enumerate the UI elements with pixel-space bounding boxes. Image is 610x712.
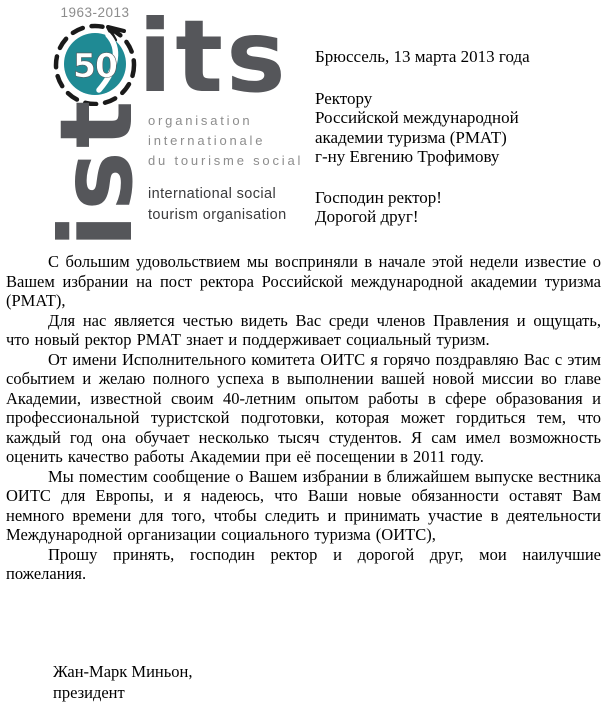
salutation-block: [315, 188, 605, 227]
salutation-line: Господин ректор!: [315, 187, 442, 207]
logo-subtitle-english: [148, 184, 287, 226]
letter-body: [6, 252, 601, 584]
body-paragraph: От имени Исполнительного комитета ОИТС я горячо поздравляю Вас с этим событием и желаю полного успеха в выполнении вашей новой миссии во главе Академии, известной своим 40-летним опытом работы в сфере образования и профессиональной туристской подготовки, которая может гордиться тем, что каждый год она обучает несколько тысяч студентов. Я сам имел возможность оценить качество работы Академии при её посещении в 2011 году.: [6, 349, 601, 466]
date-line: Брюссель, 13 марта 2013 года: [315, 47, 530, 66]
body-paragraph: Для нас является честью видеть Вас среди членов Правления и ощущать, что новый ректор РМАТ знает и поддерживает социальный туризм.: [6, 310, 601, 349]
recipient-block: [315, 89, 605, 167]
subtitle-fr-line: internationale: [148, 133, 266, 148]
letter-header: [315, 47, 605, 227]
anniversary-number: 50: [73, 46, 117, 85]
logo-wordmark-ist-wrap: [38, 97, 155, 250]
recipient-line: академии туризма (РМАТ): [315, 127, 507, 147]
recipient-line: Российской международной: [315, 108, 519, 127]
logo-years: 1963-2013: [60, 5, 130, 20]
subtitle-en-line: international social: [148, 186, 277, 202]
signature-title: президент: [53, 683, 125, 702]
body-paragraph: Мы поместим сообщение о Вашем избрании в ближайшем выпуске вестника ОИТС для Европы, и я надеюсь, что Ваши новые обязанности оставят Вам немного времени для того, чтобы следить и принимать участие в деятельности Международной организации социального туризма (ОИТС),: [6, 466, 601, 544]
recipient-line: г-ну Евгению Трофимову: [315, 147, 500, 166]
subtitle-fr-line: organisation: [148, 113, 253, 128]
logo-wordmark-its: its: [138, 0, 289, 115]
signature-block: [53, 661, 192, 703]
recipient-line: Ректору: [315, 88, 373, 108]
anniversary-50-badge: [52, 22, 138, 106]
logo-wordmark-ist-vertical: ist: [38, 97, 155, 248]
logo-subtitle-french: [148, 111, 303, 171]
subtitle-en-line: tourism organisation: [148, 207, 287, 223]
salutation-line: Дорогой друг!: [315, 207, 419, 226]
body-paragraph: С большим удовольствием мы восприняли в начале этой недели известие о Вашем избрании на пост ректора Российской международной академии туризма (РМАТ),: [6, 252, 601, 310]
signature-name: Жан-Марк Миньон,: [53, 662, 193, 681]
body-paragraph: Прошу принять, господин ректор и дорогой друг, мои наилучшие пожелания.: [6, 544, 601, 583]
subtitle-fr-line: du tourisme social: [148, 153, 304, 168]
